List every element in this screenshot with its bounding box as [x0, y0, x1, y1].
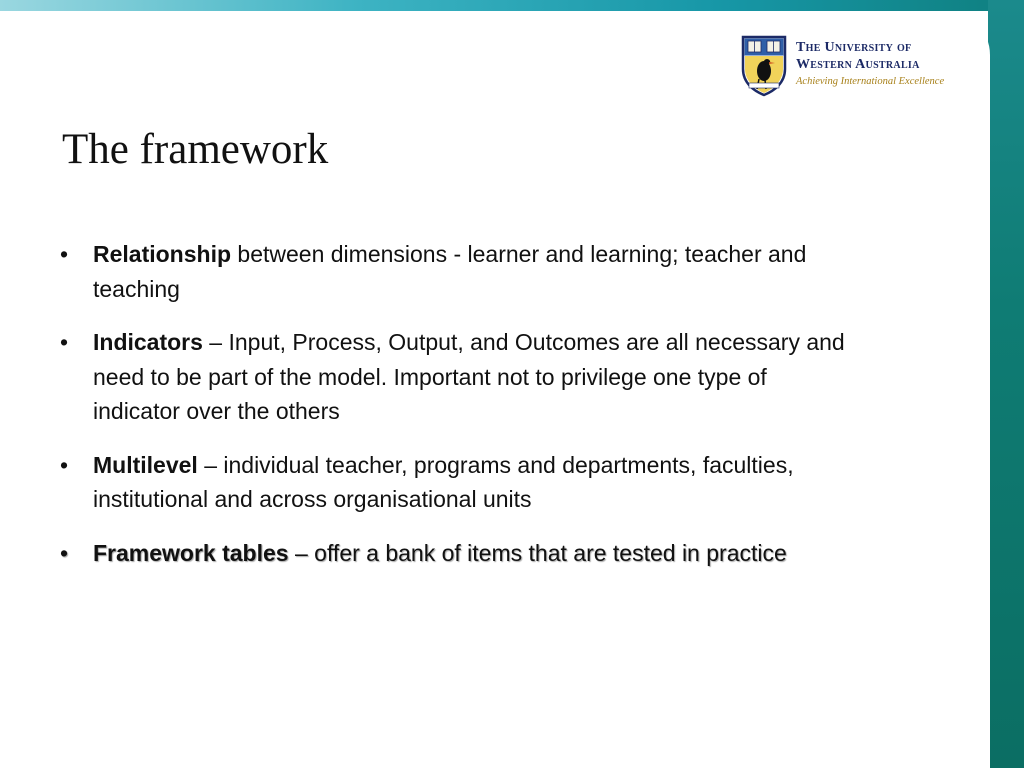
bullet-text: – individual teacher, programs and departments, faculties, institutional and across organisational units: [93, 451, 794, 512]
bullet-term: Relationship: [93, 241, 232, 267]
logo-name-line-2: Western Australia: [796, 57, 920, 72]
bullet-text: – Input, Process, Output, and Outcomes are all necessary and need to be part of the model. Important not to privilege one type of indicator over the others: [93, 329, 845, 424]
bullet-icon: •: [60, 451, 69, 478]
bullet-term: Framework tables: [93, 539, 289, 566]
bullet-item: [58, 237, 858, 306]
bullet-icon: •: [60, 539, 69, 566]
logo-name-line-1: The University of: [796, 40, 912, 55]
bullet-icon: •: [60, 241, 69, 267]
bullet-icon: •: [60, 329, 69, 355]
bullet-term: Multilevel: [93, 451, 198, 478]
right-accent-band: [988, 0, 1024, 768]
bullet-term: Indicators: [93, 329, 203, 355]
bullet-item: [58, 325, 858, 429]
bullet-text: between dimensions - learner and learning; teacher and teaching: [93, 241, 807, 302]
university-crest-icon: [740, 35, 788, 97]
bullet-item: [58, 536, 858, 571]
bullet-item: [58, 448, 858, 517]
university-logo: [740, 35, 956, 97]
bullet-text: – offer a bank of items that are tested in practice: [288, 539, 787, 566]
slide-title: The framework: [62, 126, 329, 173]
top-accent-band: [0, 0, 1024, 11]
logo-text: [796, 39, 958, 89]
bullet-list: [58, 237, 858, 589]
logo-tagline: Achieving International Excellence: [796, 76, 945, 87]
